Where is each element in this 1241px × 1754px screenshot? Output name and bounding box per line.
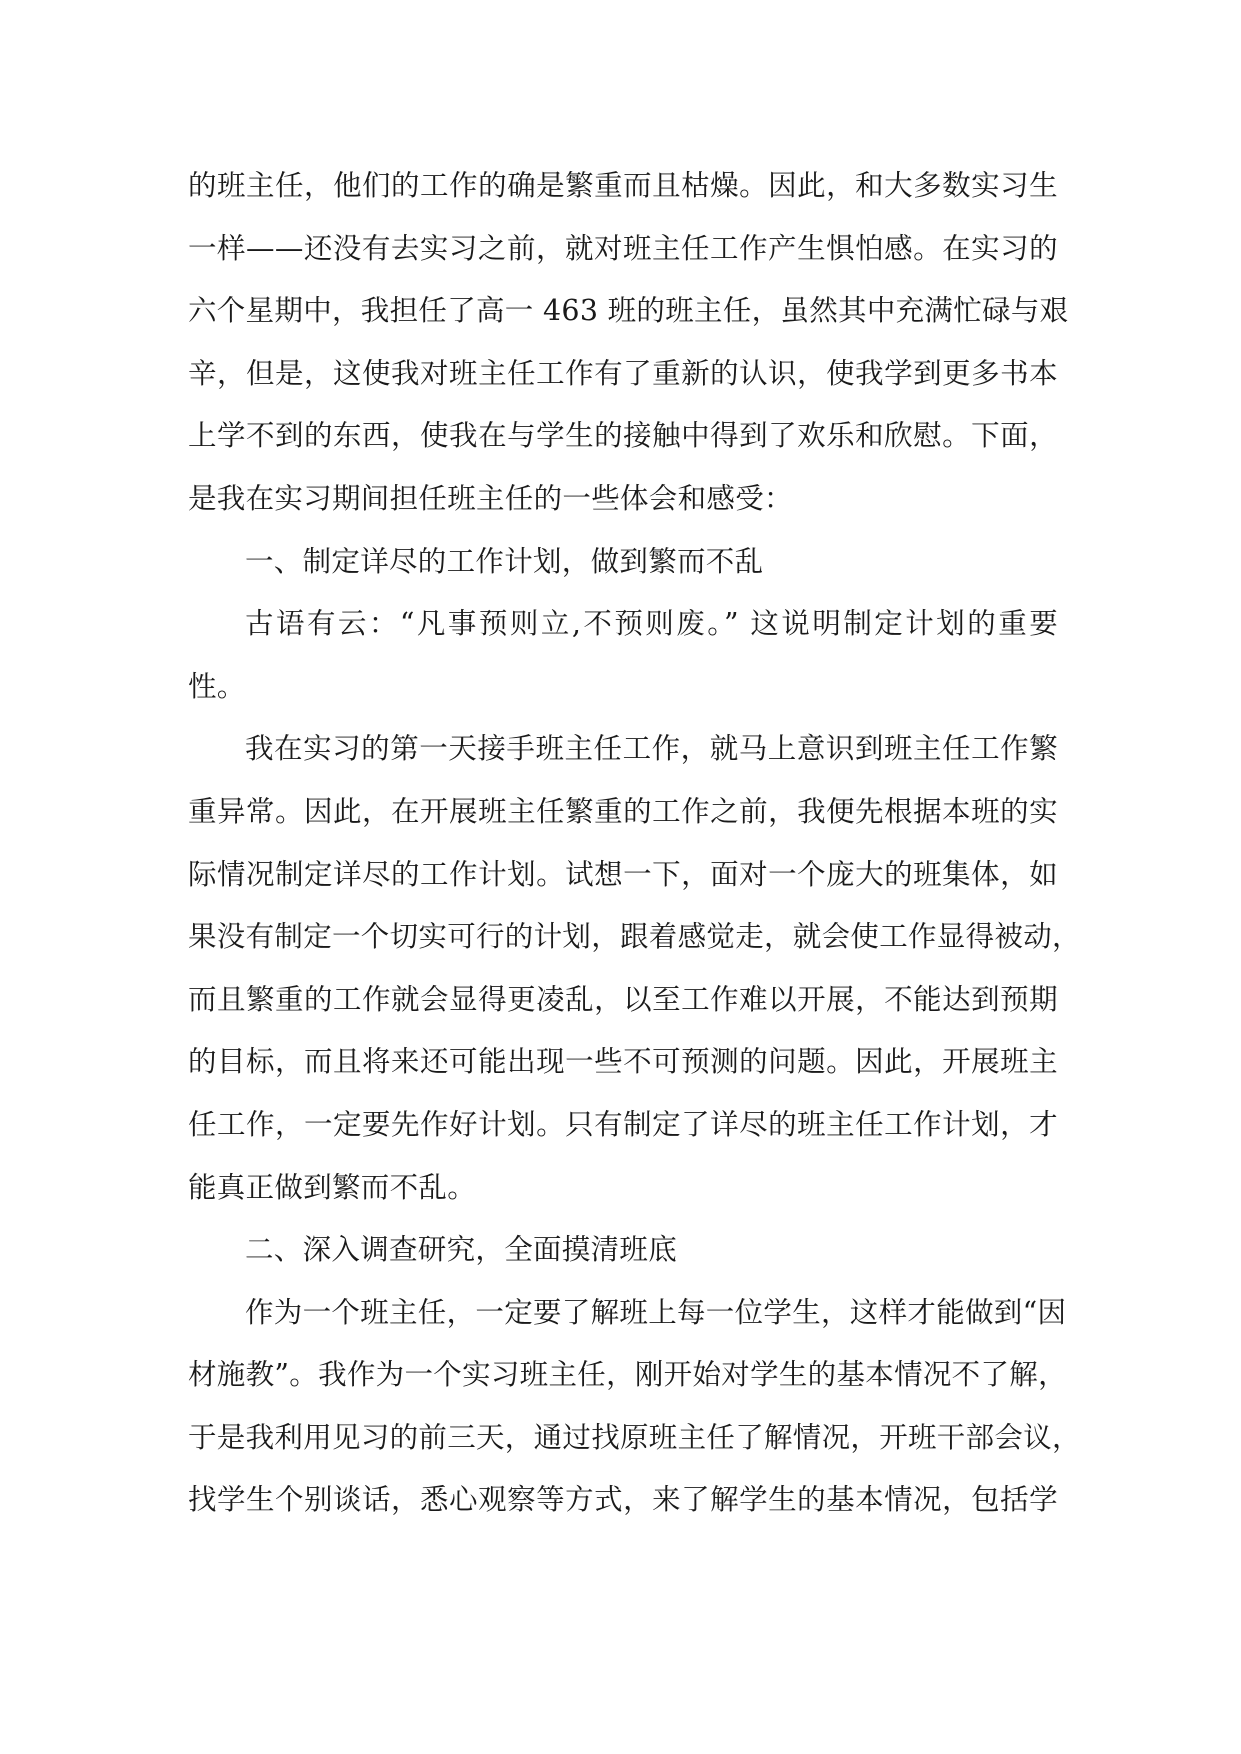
document-body xyxy=(188,155,1081,1532)
section-heading-2 xyxy=(188,1219,1058,1282)
text-line: 六个星期中，我担任了高一 463 班的班主任，虽然其中充满忙碌与艰 xyxy=(188,294,1069,328)
text-line: 我在实习的第一天接手班主任工作，就马上意识到班主任工作繁 xyxy=(245,732,1058,766)
text-line: 重异常。因此，在开展班主任繁重的工作之前，我便先根据本班的实 xyxy=(188,794,1058,828)
text-line: 性。 xyxy=(188,669,246,703)
heading-text: 一、制定详尽的工作计划，做到繁而不乱 xyxy=(245,544,764,578)
text-line: 于是我利用见习的前三天，通过找原班主任了解情况，开班干部会议， xyxy=(188,1420,1081,1454)
text-line: 能真正做到繁而不乱。 xyxy=(188,1170,477,1204)
text-line: 际情况制定详尽的工作计划。试想一下，面对一个庞大的班集体，如 xyxy=(188,857,1058,891)
text-line: 是我在实习期间担任班主任的一些体会和感受： xyxy=(188,481,793,515)
text-line: 的目标，而且将来还可能出现一些不可预测的问题。因此，开展班主 xyxy=(188,1045,1058,1079)
text-line: 任工作，一定要先作好计划。只有制定了详尽的班主任工作计划，才 xyxy=(188,1107,1058,1141)
text-line: 材施教”。我作为一个实习班主任，刚开始对学生的基本情况不了解， xyxy=(188,1358,1067,1392)
paragraph-2 xyxy=(188,593,1058,718)
text-line: 古语有云：“凡事预则立,不预则废。” 这说明制定计划的重要 xyxy=(245,607,1058,641)
text-line: 上学不到的东西，使我在与学生的接触中得到了欢乐和欣慰。下面， xyxy=(188,419,1058,453)
heading-text: 二、深入调查研究，全面摸清班底 xyxy=(245,1233,678,1267)
text-line: 果没有制定一个切实可行的计划，跟着感觉走，就会使工作显得被动， xyxy=(188,920,1081,954)
text-line: 的班主任，他们的工作的确是繁重而且枯燥。因此，和大多数实习生 xyxy=(188,169,1058,202)
paragraph-3 xyxy=(188,718,1081,1219)
text-line: 而且繁重的工作就会显得更凌乱，以至工作难以开展，不能达到预期 xyxy=(188,982,1058,1016)
text-line: 作为一个班主任，一定要了解班上每一位学生，这样才能做到“因 xyxy=(245,1295,1067,1329)
text-line: 找学生个别谈话，悉心观察等方式，来了解学生的基本情况，包括学 xyxy=(188,1483,1058,1517)
text-line: 辛，但是，这使我对班主任工作有了重新的认识，使我学到更多书本 xyxy=(188,356,1058,390)
paragraph-4 xyxy=(188,1282,1081,1532)
section-heading-1 xyxy=(188,531,1058,594)
text-line: 一样——还没有去实习之前，就对班主任工作产生惧怕感。在实习的 xyxy=(188,231,1058,265)
paragraph-1 xyxy=(188,155,1069,531)
